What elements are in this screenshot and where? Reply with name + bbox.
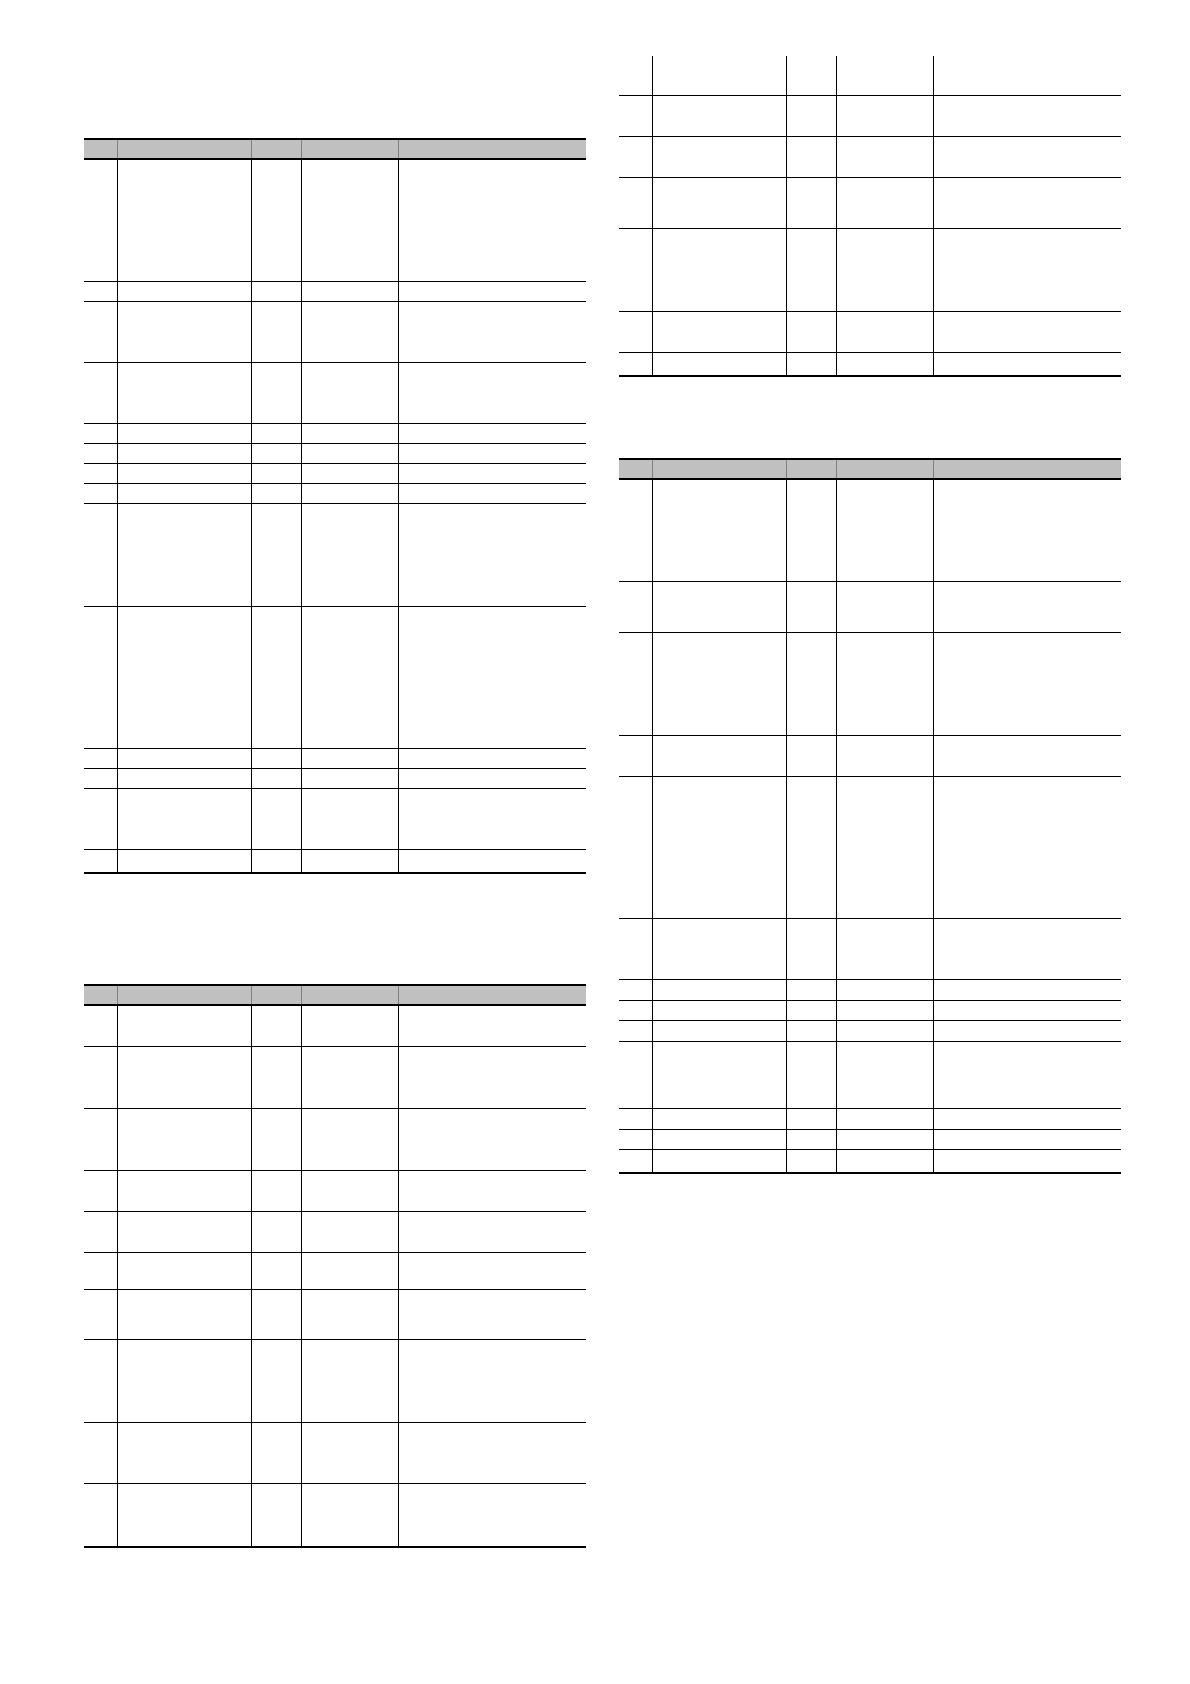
table-cell-description-column — [933, 96, 1121, 136]
table-cell-name-column — [652, 736, 786, 776]
table-cell-description-column — [398, 444, 586, 463]
table-cell-number-column — [619, 353, 652, 375]
table-cell-range-column — [301, 1340, 398, 1422]
table-cell-description-column — [398, 1340, 586, 1422]
parameter-table-4 — [619, 458, 1121, 1174]
table-cell-name-column — [652, 353, 786, 375]
table-cell-range-column — [301, 769, 398, 788]
header-range-column — [301, 986, 398, 1004]
table-row — [84, 160, 586, 282]
header-name-column — [117, 140, 251, 158]
table-row — [84, 484, 586, 504]
table-cell-unit-column — [786, 1150, 836, 1172]
table-cell-name-column — [117, 444, 251, 463]
table-cell-range-column — [836, 1001, 933, 1020]
table-cell-description-column — [933, 312, 1121, 352]
table-cell-unit-column — [786, 777, 836, 918]
table-cell-number-column — [619, 480, 652, 581]
table-cell-number-column — [619, 178, 652, 228]
table-cell-range-column — [301, 1006, 398, 1046]
table-cell-unit-column — [786, 1109, 836, 1129]
table-cell-range-column — [301, 1109, 398, 1170]
table-cell-unit-column — [786, 1021, 836, 1041]
table-cell-number-column — [84, 282, 117, 301]
table-cell-range-column — [301, 749, 398, 768]
table-cell-name-column — [652, 1021, 786, 1041]
table-cell-description-column — [398, 484, 586, 503]
table-cell-description-column — [933, 1150, 1121, 1172]
table-cell-description-column — [398, 504, 586, 606]
table-cell-range-column — [836, 633, 933, 735]
table-cell-description-column — [398, 160, 586, 281]
table-cell-unit-column — [786, 980, 836, 1000]
table-cell-number-column — [84, 1290, 117, 1339]
table-cell-name-column — [117, 749, 251, 768]
table-cell-range-column — [301, 607, 398, 748]
table-row — [84, 1340, 586, 1423]
table-cell-unit-column — [786, 919, 836, 979]
table-cell-number-column — [619, 56, 652, 95]
table-cell-range-column — [301, 464, 398, 483]
table-row — [84, 424, 586, 444]
table-row — [84, 1212, 586, 1253]
table-cell-description-column — [933, 777, 1121, 918]
table-cell-description-column — [933, 178, 1121, 228]
table-header — [619, 458, 1121, 480]
table-cell-name-column — [117, 1290, 251, 1339]
table-cell-unit-column — [786, 480, 836, 581]
table-cell-number-column — [84, 484, 117, 503]
table-cell-unit-column — [251, 1047, 301, 1108]
table-cell-description-column — [933, 919, 1121, 979]
table-cell-number-column — [84, 1484, 117, 1546]
parameter-table-1 — [84, 138, 586, 874]
table-cell-name-column — [652, 1130, 786, 1149]
table-cell-unit-column — [251, 607, 301, 748]
table-cell-description-column — [933, 582, 1121, 632]
table-row — [84, 789, 586, 850]
table-cell-range-column — [836, 56, 933, 95]
header-name-column — [117, 986, 251, 1004]
table-cell-unit-column — [251, 1290, 301, 1339]
table-row — [84, 504, 586, 607]
table-cell-number-column — [619, 312, 652, 352]
table-cell-name-column — [652, 919, 786, 979]
table-cell-unit-column — [251, 769, 301, 788]
table-cell-number-column — [619, 582, 652, 632]
table-cell-description-column — [933, 633, 1121, 735]
table-row — [619, 736, 1121, 777]
table-cell-range-column — [836, 1150, 933, 1172]
table-cell-range-column — [301, 1253, 398, 1289]
table-cell-unit-column — [786, 1001, 836, 1020]
table-row — [84, 1484, 586, 1546]
table-cell-number-column — [84, 1253, 117, 1289]
table-cell-description-column — [933, 353, 1121, 375]
table-cell-description-column — [933, 1042, 1121, 1108]
parameter-table-3-continued — [619, 56, 1121, 377]
table-row — [84, 464, 586, 484]
table-cell-name-column — [652, 582, 786, 632]
table-cell-description-column — [933, 229, 1121, 311]
table-cell-range-column — [301, 424, 398, 443]
header-number-column — [84, 140, 117, 158]
table-cell-range-column — [836, 480, 933, 581]
table-cell-range-column — [301, 1423, 398, 1483]
header-number-column — [84, 986, 117, 1004]
table-cell-number-column — [619, 980, 652, 1000]
table-cell-name-column — [652, 96, 786, 136]
header-name-column — [652, 460, 786, 478]
table-cell-range-column — [836, 178, 933, 228]
table-cell-name-column — [117, 1212, 251, 1252]
table-row — [619, 353, 1121, 375]
table-cell-name-column — [652, 480, 786, 581]
table-cell-number-column — [619, 1021, 652, 1041]
table-cell-unit-column — [786, 137, 836, 177]
table-cell-unit-column — [251, 282, 301, 301]
table-cell-unit-column — [251, 1253, 301, 1289]
table-cell-name-column — [117, 850, 251, 872]
table-row — [619, 582, 1121, 633]
table-cell-number-column — [84, 749, 117, 768]
table-cell-name-column — [117, 1340, 251, 1422]
table-cell-range-column — [301, 484, 398, 503]
table-cell-number-column — [84, 1006, 117, 1046]
table-row — [84, 1109, 586, 1171]
table-cell-range-column — [836, 312, 933, 352]
table-row — [619, 980, 1121, 1001]
table-cell-description-column — [398, 424, 586, 443]
table-row — [619, 178, 1121, 229]
table-cell-unit-column — [251, 1484, 301, 1546]
table-row — [84, 850, 586, 872]
table-row — [619, 1021, 1121, 1042]
table-cell-description-column — [933, 137, 1121, 177]
table-cell-name-column — [652, 137, 786, 177]
table-cell-number-column — [84, 1171, 117, 1211]
table-cell-description-column — [398, 1171, 586, 1211]
table-cell-name-column — [117, 363, 251, 423]
table-cell-number-column — [84, 1212, 117, 1252]
table-cell-range-column — [301, 1484, 398, 1546]
table-cell-range-column — [836, 777, 933, 918]
table-cell-number-column — [84, 302, 117, 362]
table-row — [84, 1047, 586, 1109]
table-cell-unit-column — [251, 1006, 301, 1046]
table-cell-number-column — [84, 769, 117, 788]
table-cell-unit-column — [251, 1340, 301, 1422]
table-cell-number-column — [84, 444, 117, 463]
table-cell-description-column — [398, 850, 586, 872]
table-cell-number-column — [619, 736, 652, 776]
table-row — [619, 137, 1121, 178]
table-cell-number-column — [619, 137, 652, 177]
table-cell-number-column — [619, 1150, 652, 1172]
table-cell-description-column — [933, 1130, 1121, 1149]
table-cell-range-column — [301, 302, 398, 362]
table-cell-description-column — [933, 736, 1121, 776]
table-cell-number-column — [84, 607, 117, 748]
table-cell-number-column — [619, 1001, 652, 1020]
table-row — [84, 1253, 586, 1290]
table-cell-number-column — [619, 633, 652, 735]
table-cell-unit-column — [786, 96, 836, 136]
table-cell-number-column — [84, 1423, 117, 1483]
table-cell-range-column — [836, 1130, 933, 1149]
table-cell-unit-column — [251, 1109, 301, 1170]
table-cell-number-column — [619, 777, 652, 918]
table-row — [84, 749, 586, 769]
header-range-column — [301, 140, 398, 158]
table-row — [84, 1006, 586, 1047]
table-cell-range-column — [836, 919, 933, 979]
table-cell-unit-column — [786, 178, 836, 228]
table-row — [84, 769, 586, 789]
table-cell-name-column — [117, 464, 251, 483]
header-unit-column — [251, 986, 301, 1004]
table-cell-name-column — [117, 504, 251, 606]
table-cell-name-column — [652, 312, 786, 352]
table-cell-unit-column — [251, 1171, 301, 1211]
table-cell-range-column — [836, 582, 933, 632]
table-cell-range-column — [836, 229, 933, 311]
table-cell-unit-column — [251, 789, 301, 849]
table-row — [84, 1423, 586, 1484]
table-cell-range-column — [301, 850, 398, 872]
table-cell-description-column — [398, 1006, 586, 1046]
table-cell-description-column — [398, 789, 586, 849]
table-cell-unit-column — [251, 424, 301, 443]
header-unit-column — [786, 460, 836, 478]
table-cell-description-column — [398, 282, 586, 301]
table-cell-unit-column — [251, 160, 301, 281]
table-row — [619, 480, 1121, 582]
header-description-column — [398, 986, 586, 1004]
table-cell-number-column — [619, 1109, 652, 1129]
table-cell-number-column — [84, 424, 117, 443]
table-cell-name-column — [117, 1253, 251, 1289]
table-row — [619, 1042, 1121, 1109]
table-cell-unit-column — [786, 56, 836, 95]
table-cell-name-column — [652, 178, 786, 228]
table-cell-number-column — [84, 160, 117, 281]
table-cell-name-column — [652, 777, 786, 918]
table-row — [84, 302, 586, 363]
table-cell-range-column — [301, 1171, 398, 1211]
table-cell-range-column — [301, 1290, 398, 1339]
table-row — [619, 1130, 1121, 1150]
table-row — [84, 363, 586, 424]
table-cell-description-column — [933, 1021, 1121, 1041]
table-cell-range-column — [836, 980, 933, 1000]
table-row — [84, 1290, 586, 1340]
table-cell-name-column — [652, 1001, 786, 1020]
table-header — [84, 984, 586, 1006]
table-cell-unit-column — [786, 736, 836, 776]
table-cell-range-column — [301, 363, 398, 423]
header-unit-column — [251, 140, 301, 158]
table-cell-unit-column — [251, 1423, 301, 1483]
table-cell-name-column — [652, 229, 786, 311]
table-row — [84, 444, 586, 464]
table-cell-range-column — [301, 1212, 398, 1252]
parameter-table-2 — [84, 984, 586, 1548]
table-cell-description-column — [933, 1001, 1121, 1020]
table-row — [619, 1150, 1121, 1172]
table-cell-description-column — [933, 480, 1121, 581]
table-cell-name-column — [117, 282, 251, 301]
table-cell-name-column — [117, 789, 251, 849]
table-cell-unit-column — [251, 1212, 301, 1252]
table-cell-range-column — [301, 282, 398, 301]
table-cell-name-column — [117, 1423, 251, 1483]
table-cell-description-column — [398, 363, 586, 423]
table-row — [619, 1001, 1121, 1021]
table-cell-description-column — [398, 1253, 586, 1289]
header-description-column — [933, 460, 1121, 478]
table-cell-description-column — [398, 1109, 586, 1170]
table-cell-unit-column — [786, 353, 836, 375]
table-cell-number-column — [619, 229, 652, 311]
table-cell-unit-column — [251, 363, 301, 423]
table-cell-number-column — [84, 850, 117, 872]
table-cell-description-column — [398, 464, 586, 483]
table-cell-unit-column — [251, 850, 301, 872]
table-cell-range-column — [836, 1109, 933, 1129]
table-cell-number-column — [619, 1130, 652, 1149]
table-cell-unit-column — [786, 1042, 836, 1108]
table-cell-name-column — [652, 980, 786, 1000]
table-row — [619, 777, 1121, 919]
table-row — [619, 96, 1121, 137]
table-cell-unit-column — [786, 229, 836, 311]
table-cell-unit-column — [251, 444, 301, 463]
table-cell-unit-column — [251, 302, 301, 362]
table-row — [84, 607, 586, 749]
table-cell-number-column — [84, 1340, 117, 1422]
table-cell-range-column — [301, 789, 398, 849]
table-cell-name-column — [117, 484, 251, 503]
table-cell-number-column — [84, 464, 117, 483]
table-cell-name-column — [652, 1150, 786, 1172]
table-cell-range-column — [301, 504, 398, 606]
table-row — [84, 282, 586, 302]
table-cell-name-column — [117, 1484, 251, 1546]
table-cell-unit-column — [786, 633, 836, 735]
table-cell-description-column — [398, 769, 586, 788]
table-cell-description-column — [398, 1212, 586, 1252]
table-cell-description-column — [398, 1423, 586, 1483]
table-cell-range-column — [836, 353, 933, 375]
table-cell-range-column — [301, 160, 398, 281]
table-cell-name-column — [117, 424, 251, 443]
table-cell-name-column — [117, 1047, 251, 1108]
table-cell-name-column — [652, 633, 786, 735]
table-cell-unit-column — [786, 582, 836, 632]
table-cell-unit-column — [251, 749, 301, 768]
table-cell-range-column — [836, 1042, 933, 1108]
table-cell-range-column — [836, 736, 933, 776]
table-cell-unit-column — [786, 1130, 836, 1149]
table-cell-description-column — [933, 1109, 1121, 1129]
table-row — [619, 633, 1121, 736]
table-cell-number-column — [619, 919, 652, 979]
table-cell-description-column — [398, 1290, 586, 1339]
table-cell-name-column — [117, 769, 251, 788]
table-cell-range-column — [836, 1021, 933, 1041]
table-row — [619, 229, 1121, 312]
table-cell-name-column — [652, 1042, 786, 1108]
table-cell-unit-column — [251, 504, 301, 606]
table-cell-description-column — [398, 1047, 586, 1108]
table-cell-number-column — [84, 1109, 117, 1170]
table-cell-name-column — [117, 1006, 251, 1046]
table-cell-description-column — [398, 749, 586, 768]
table-cell-description-column — [398, 302, 586, 362]
table-cell-name-column — [117, 302, 251, 362]
table-cell-unit-column — [251, 464, 301, 483]
table-row — [619, 919, 1121, 980]
header-description-column — [398, 140, 586, 158]
table-cell-name-column — [117, 607, 251, 748]
table-cell-range-column — [836, 137, 933, 177]
table-cell-number-column — [84, 1047, 117, 1108]
table-cell-name-column — [652, 1109, 786, 1129]
table-cell-number-column — [84, 363, 117, 423]
table-row — [619, 312, 1121, 353]
table-cell-number-column — [84, 789, 117, 849]
table-cell-unit-column — [251, 484, 301, 503]
table-cell-number-column — [619, 96, 652, 136]
header-number-column — [619, 460, 652, 478]
table-row — [84, 1171, 586, 1212]
table-header — [84, 138, 586, 160]
table-cell-range-column — [301, 1047, 398, 1108]
table-cell-number-column — [619, 1042, 652, 1108]
table-cell-range-column — [836, 96, 933, 136]
table-cell-description-column — [398, 1484, 586, 1546]
table-cell-name-column — [117, 160, 251, 281]
header-range-column — [836, 460, 933, 478]
table-row — [619, 1109, 1121, 1130]
table-cell-description-column — [933, 56, 1121, 95]
table-cell-name-column — [117, 1171, 251, 1211]
table-row — [619, 56, 1121, 96]
table-cell-range-column — [301, 444, 398, 463]
table-cell-name-column — [652, 56, 786, 95]
table-cell-description-column — [398, 607, 586, 748]
table-cell-number-column — [84, 504, 117, 606]
table-cell-description-column — [933, 980, 1121, 1000]
table-cell-name-column — [117, 1109, 251, 1170]
table-cell-unit-column — [786, 312, 836, 352]
